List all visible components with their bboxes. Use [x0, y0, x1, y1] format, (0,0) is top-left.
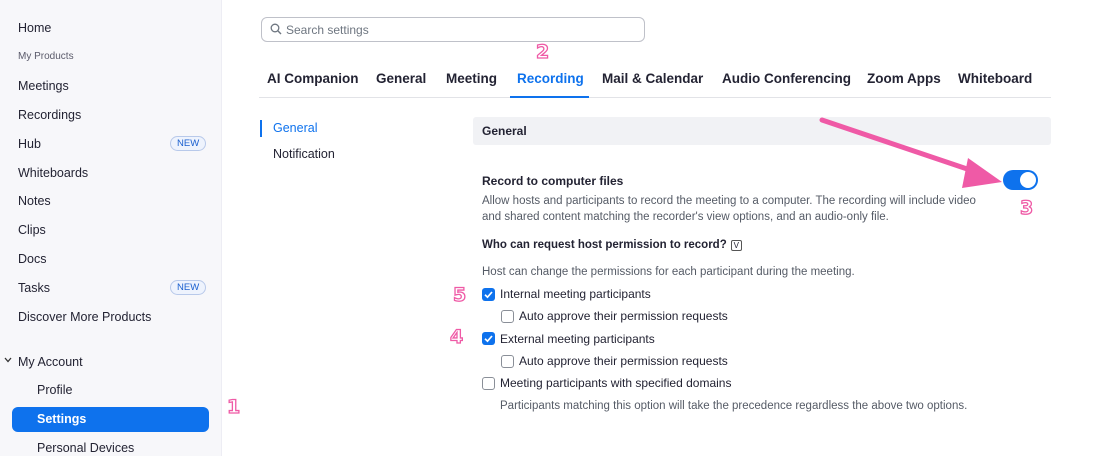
check-icon: [482, 288, 495, 301]
sidebar-item-recordings[interactable]: Recordings: [18, 108, 82, 122]
tab-zoom-apps[interactable]: Zoom Apps: [867, 71, 941, 86]
setting-title: Record to computer files: [482, 174, 624, 188]
subnav-general[interactable]: General: [273, 121, 318, 135]
sidebar: [0, 0, 222, 456]
auto-approve-internal-checkbox[interactable]: [501, 310, 514, 323]
sidebar-item-settings[interactable]: [12, 407, 209, 432]
annotation-marker-5: 5: [453, 284, 467, 306]
tab-ai-companion[interactable]: AI Companion: [267, 71, 359, 86]
specified-domains-label: Meeting participants with specified domains: [500, 376, 732, 390]
tab-whiteboard[interactable]: Whiteboard: [958, 71, 1033, 86]
sidebar-item-clips[interactable]: Clips: [18, 223, 46, 237]
permission-title: [482, 239, 742, 251]
annotation-marker-3: 3: [1020, 197, 1034, 219]
subnav-active-indicator: [260, 120, 262, 137]
search-placeholder: Search settings: [286, 23, 369, 37]
settings-tabs: [259, 63, 1051, 98]
sidebar-item-notes[interactable]: Notes: [18, 194, 51, 208]
annotation-marker-1: 1: [227, 396, 241, 418]
sidebar-item-docs[interactable]: Docs: [18, 252, 47, 266]
sidebar-item-profile[interactable]: Profile: [37, 383, 73, 397]
search-icon: [270, 23, 282, 35]
active-tab-indicator: [510, 96, 589, 98]
sidebar-item-tasks[interactable]: Tasks: [18, 281, 50, 295]
tab-mail-calendar[interactable]: Mail & Calendar: [602, 71, 704, 86]
sidebar-item-meetings[interactable]: Meetings: [18, 79, 69, 93]
specified-domains-checkbox[interactable]: [482, 377, 495, 390]
external-participants-checkbox[interactable]: [482, 332, 495, 345]
auto-approve-external-label: Auto approve their permission requests: [519, 354, 728, 368]
sidebar-item-discover-more-products[interactable]: Discover More Products: [18, 310, 152, 324]
search-input[interactable]: [261, 17, 645, 42]
new-badge: NEW: [170, 280, 206, 295]
section-title: General: [482, 124, 527, 138]
sidebar-item-label: Settings: [37, 412, 87, 426]
check-icon: [482, 332, 495, 345]
domains-note: Participants matching this option will take the precedence regardless the above two options.: [500, 400, 968, 412]
sidebar-item-hub[interactable]: Hub: [18, 137, 41, 151]
permission-title-text: Who can request host permission to record?: [482, 239, 727, 251]
annotation-marker-4: 4: [450, 326, 464, 348]
annotation-arrow-icon: [812, 110, 1017, 195]
tab-recording[interactable]: Recording: [517, 71, 584, 86]
sidebar-item-personal-devices[interactable]: Personal Devices: [37, 441, 135, 455]
external-participants-label: External meeting participants: [500, 332, 655, 346]
auto-approve-internal-label: Auto approve their permission requests: [519, 309, 728, 323]
annotation-marker-2: 2: [536, 41, 550, 63]
tab-meeting[interactable]: Meeting: [446, 71, 498, 86]
chevron-down-icon[interactable]: [4, 356, 12, 364]
internal-participants-checkbox[interactable]: [482, 288, 495, 301]
subnav-notification[interactable]: Notification: [273, 147, 335, 161]
sidebar-item-my-account[interactable]: My Account: [18, 355, 83, 369]
internal-participants-label: Internal meeting participants: [500, 287, 651, 301]
sidebar-item-home[interactable]: Home: [18, 21, 52, 35]
permission-description: Host can change the permissions for each participant during the meeting.: [482, 266, 855, 278]
setting-description: Allow hosts and participants to record the meeting to a computer. The recording will include video and shared content matching the recorder's view options, and an audio-only file.: [482, 195, 976, 223]
auto-approve-external-checkbox[interactable]: [501, 355, 514, 368]
sidebar-section-my-products: My Products: [18, 51, 74, 62]
tab-audio-conferencing[interactable]: Audio Conferencing: [722, 71, 851, 86]
new-badge: NEW: [170, 136, 206, 151]
sidebar-item-whiteboards[interactable]: Whiteboards: [18, 166, 89, 180]
tab-general[interactable]: General: [376, 71, 427, 86]
toggle-knob: [1020, 172, 1036, 188]
info-icon[interactable]: V: [731, 240, 742, 251]
